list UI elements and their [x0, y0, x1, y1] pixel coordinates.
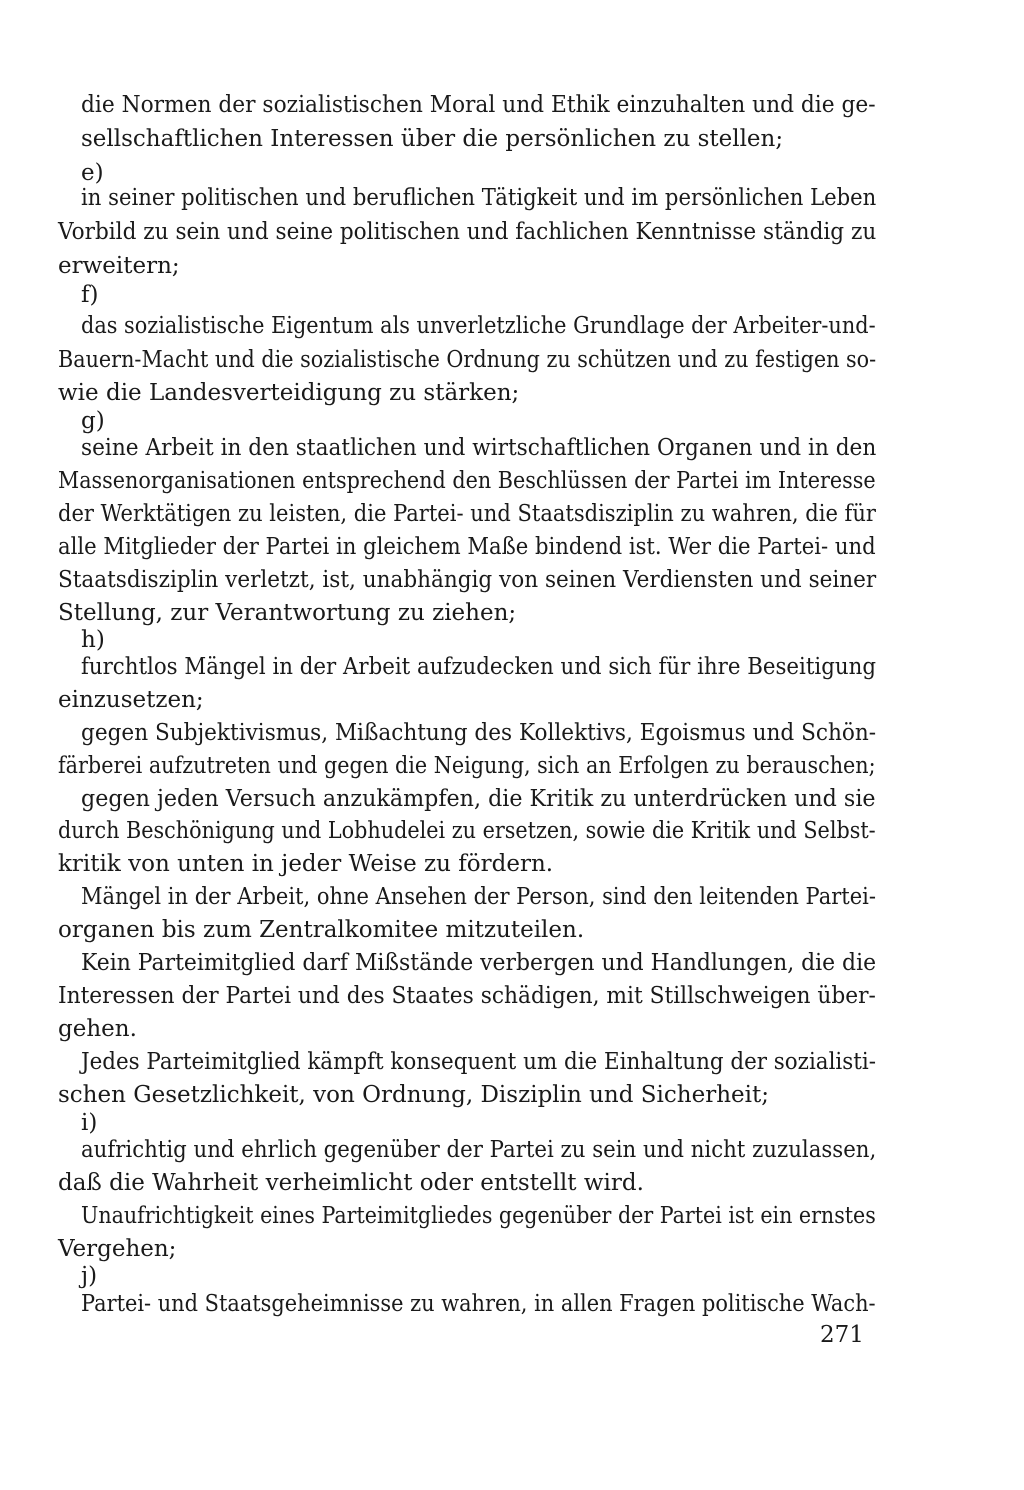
list-marker: e) [81, 160, 104, 186]
text-line: Interessen der Partei und des Staates schädigen, mit Stillschweigen über- [58, 983, 876, 1009]
text-line: gehen. [58, 1016, 137, 1042]
text-line: die Normen der sozialistischen Moral und Ethik einzuhalten und die ge- [81, 92, 876, 118]
text-line: aufrichtig und ehrlich gegenüber der Partei zu sein und nicht zuzulassen, [81, 1137, 877, 1163]
page-number: 271 [820, 1322, 864, 1348]
list-marker: g) [81, 408, 105, 434]
list-marker: h) [81, 627, 105, 653]
text-line: Jedes Parteimitglied kämpft konsequent um die Einhaltung der sozialisti- [81, 1049, 876, 1075]
text-line: Partei- und Staatsgeheimnisse zu wahren, in allen Fragen politische Wach- [81, 1291, 876, 1317]
text-line: Mängel in der Arbeit, ohne Ansehen der Person, sind den leitenden Partei- [81, 884, 876, 910]
text-line: einzusetzen; [58, 687, 204, 713]
text-line: durch Beschönigung und Lobhudelei zu ersetzen, sowie die Kritik und Selbst- [58, 818, 876, 844]
text-line: erweitern; [58, 253, 180, 279]
text-line: wie die Landesverteidigung zu stärken; [58, 380, 520, 406]
text-line: sellschaftlichen Interessen über die persönlichen zu stellen; [81, 126, 784, 152]
text-line: kritik von unten in jeder Weise zu fördern. [58, 851, 554, 877]
text-line: Vergehen; [58, 1236, 177, 1262]
text-line: Stellung, zur Verantwortung zu ziehen; [58, 600, 517, 626]
text-line: das sozialistische Eigentum als unverletzliche Grundlage der Arbeiter-und- [81, 313, 876, 339]
text-line: Staatsdisziplin verletzt, ist, unabhängig von seinen Verdiensten und seiner [58, 567, 877, 593]
list-marker: i) [81, 1110, 98, 1136]
text-line: der Werktätigen zu leisten, die Partei- und Staatsdisziplin zu wahren, die für [58, 501, 876, 527]
list-marker: f) [81, 282, 99, 308]
text-line: furchtlos Mängel in der Arbeit aufzudecken und sich für ihre Beseitigung [81, 654, 876, 680]
text-line: alle Mitglieder der Partei in gleichem Maße bindend ist. Wer die Partei- und [58, 534, 876, 560]
text-line: daß die Wahrheit verheimlicht oder entstellt wird. [58, 1170, 644, 1196]
text-line: Bauern-Macht und die sozialistische Ordnung zu schützen und zu festigen so- [58, 347, 877, 373]
text-line: Vorbild zu sein und seine politischen und fachlichen Kenntnisse ständig zu [58, 219, 877, 245]
text-line: Unaufrichtigkeit eines Parteimitgliedes gegenüber der Partei ist ein ernstes [81, 1203, 876, 1229]
text-line: Massenorganisationen entsprechend den Beschlüssen der Partei im Interesse [58, 468, 876, 494]
text-line: gegen jeden Versuch anzukämpfen, die Kritik zu unterdrücken und sie [81, 786, 876, 812]
text-line: organen bis zum Zentralkomitee mitzuteilen. [58, 917, 585, 943]
text-line: gegen Subjektivismus, Mißachtung des Kollektivs, Egoismus und Schön- [81, 720, 877, 746]
text-line: Kein Parteimitglied darf Mißstände verbergen und Handlungen, die die [81, 950, 877, 976]
text-line: schen Gesetzlichkeit, von Ordnung, Disziplin und Sicherheit; [58, 1082, 769, 1108]
text-line: färberei aufzutreten und gegen die Neigung, sich an Erfolgen zu berauschen; [58, 753, 876, 779]
text-line: seine Arbeit in den staatlichen und wirtschaftlichen Organen und in den [81, 435, 877, 461]
list-marker: j) [81, 1263, 98, 1289]
text-line: in seiner politischen und beruflichen Tätigkeit und im persönlichen Leben [81, 185, 877, 211]
